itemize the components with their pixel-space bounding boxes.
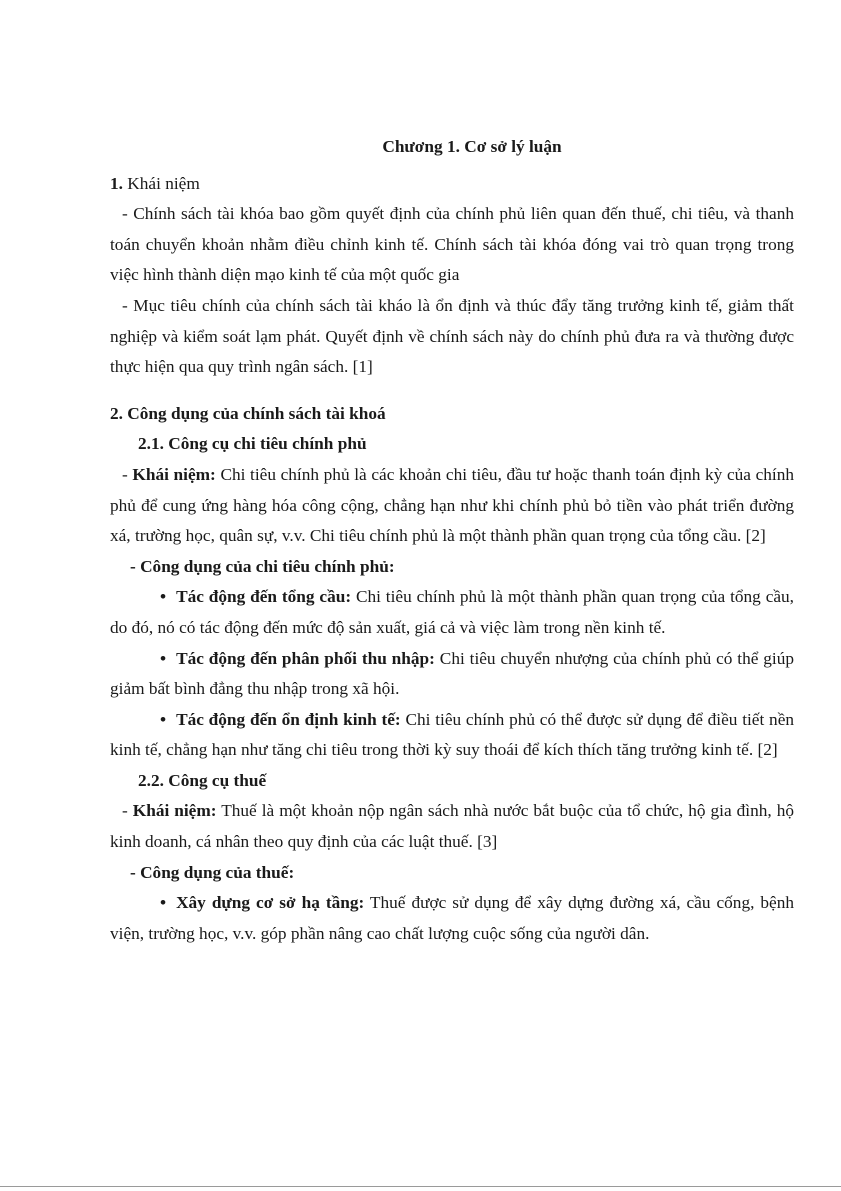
- section-2-2-heading: 2.2. Công cụ thuế: [138, 770, 267, 790]
- section-2-2-definition-label: Khái niệm:: [132, 801, 217, 821]
- bullet-item: [110, 888, 794, 949]
- bullet-text: Chi tiêu chuyển nhượng của chính phủ có thể giúp giảm bất bình đẳng thu nhập trong xã hội.: [110, 648, 795, 699]
- bullet-item: [110, 644, 794, 705]
- bullet-item: [110, 705, 794, 766]
- section-1-title: Khái niệm: [127, 173, 200, 193]
- bullet-icon: •: [160, 587, 167, 607]
- page-bottom-rule: [0, 1186, 841, 1187]
- bullet-label: Tác động đến ổn định kinh tế:: [176, 709, 401, 729]
- bullet-icon: •: [160, 893, 167, 913]
- section-2-1-definition: - Khái niệm: Chi tiêu chính phủ là các khoản chi tiêu, đầu tư hoặc thanh toán định kỳ của chính phủ để cung ứng hàng hóa công cộng, chẳng hạn như khi chính phủ bỏ tiền vào phát triển đường xá, trường học, quân sự, v.v. Chi tiêu chính phủ là một thành phần quan trọng của tổng cầu. [2]: [110, 464, 794, 546]
- bullet-item: [110, 582, 794, 643]
- section-2-1-heading: 2.1. Công cụ chi tiêu chính phủ: [138, 434, 367, 454]
- section-2-2-definition: - Khái niệm: Thuế là một khoản nộp ngân sách nhà nước bắt buộc của tổ chức, hộ gia đình, hộ kinh doanh, cá nhân theo quy định của các luật thuế. [3]: [110, 801, 794, 852]
- bullet-text: Chi tiêu chính phủ có thể được sử dụng để điều tiết nền kinh tế, chẳng hạn như tăng chi tiêu trong thời kỳ suy thoái để kích thích tăng trưởng kinh tế. [2]: [110, 709, 795, 760]
- section-1-paragraph-1: - Chính sách tài khóa bao gồm quyết định của chính phủ liên quan đến thuế, chi tiêu, và thanh toán chuyển khoản nhằm điều chỉnh kinh tế. Chính sách tài khóa đóng vai trò quan trọng trong việc hình thành diện mạo kinh tế của một quốc gia: [110, 204, 794, 285]
- section-1-number: 1.: [110, 173, 123, 193]
- bullet-label: Tác động đến phân phối thu nhập:: [176, 648, 435, 668]
- section-2-2-definition-text: Thuế là một khoản nộp ngân sách nhà nước bắt buộc của tổ chức, hộ gia đình, hộ kinh doanh, cá nhân theo quy định của các luật thuế. [3]: [110, 801, 794, 852]
- page-content: [110, 132, 794, 949]
- bullet-text: Chi tiêu chính phủ là một thành phần quan trọng của tổng cầu, do đó, nó có tác động đến mức độ sản xuất, giá cả và việc làm trong nền kinh tế.: [110, 587, 794, 637]
- section-2-2-uses-heading: - Công dụng của thuế:: [130, 862, 295, 882]
- section-1-heading: [110, 169, 794, 200]
- section-2-1-definition-text: Chi tiêu chính phủ là các khoản chi tiêu, đầu tư hoặc thanh toán định kỳ của chính phủ để cung ứng hàng hóa công cộng, chẳng hạn như khi chính phủ bỏ tiền vào phát triển đường xá, trường học, quân sự, v.v. Chi tiêu chính phủ là một thành phần quan trọng của tổng cầu. [2]: [110, 464, 794, 546]
- bullet-icon: •: [160, 709, 167, 729]
- section-2-1-uses-heading: - Công dụng của chi tiêu chính phủ:: [130, 556, 395, 576]
- section-2-1-definition-label: Khái niệm:: [132, 464, 216, 484]
- section-1-paragraph-2: - Mục tiêu chính của chính sách tài kháo là ổn định và thúc đẩy tăng trưởng kinh tế, giảm thất nghiệp và kiểm soát lạm phát. Quyết định về chính sách này do chính phủ đưa ra và thường được thực hiện qua quy trình ngân sách. [1]: [110, 295, 794, 377]
- chapter-title: Chương 1. Cơ sở lý luận: [382, 137, 562, 156]
- bullet-text: Thuế được sử dụng để xây dựng đường xá, cầu cống, bệnh viện, trường học, v.v. góp phần nâng cao chất lượng cuộc sống của người dân.: [110, 893, 794, 943]
- bullet-label: Xây dựng cơ sở hạ tầng:: [176, 893, 365, 913]
- bullet-icon: •: [160, 648, 167, 668]
- bullet-label: Tác động đến tổng cầu:: [176, 587, 352, 607]
- section-2-heading: 2. Công dụng của chính sách tài khoá: [110, 403, 386, 423]
